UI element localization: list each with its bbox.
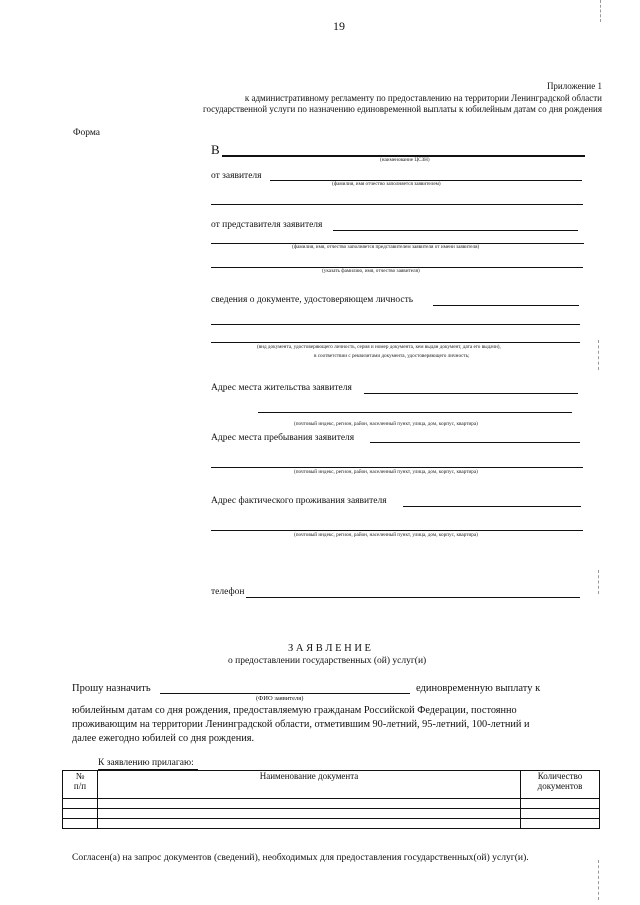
- request-suffix: единовременную выплату к: [416, 683, 541, 694]
- col-quantity-label-2: документов: [537, 781, 583, 791]
- stay-address-caption: (почтовый индекс, регион, район, населенный пункт, улица, дом, корпус, квартира): [294, 469, 478, 475]
- representative-caption-2: (указать фамилию, имя, отчество заявителя): [322, 268, 420, 274]
- attachments-table: [62, 770, 600, 829]
- from-representative-label: от представителя заявителя: [211, 220, 323, 230]
- col-number-label-2: п/п: [73, 781, 87, 791]
- stay-address-label: Адрес места пребывания заявителя: [211, 433, 355, 443]
- table-header-row: [63, 771, 600, 799]
- residence-address-line-2[interactable]: [258, 412, 572, 413]
- id-document-line[interactable]: [433, 305, 579, 306]
- actual-address-label: Адрес фактического проживания заявителя: [211, 496, 387, 506]
- residence-address-label: Адрес места жительства заявителя: [211, 383, 352, 393]
- statement-body-1: юбилейным датам со дня рождения, предоставляемую гражданам Российской Федерации, постоянно: [72, 705, 517, 716]
- appendix-line-2: государственной услуги по назначению единовременной выплаты к юбилейным датам со дня рождения: [202, 104, 602, 114]
- form-label: Форма: [73, 128, 101, 138]
- table-row[interactable]: [63, 799, 600, 809]
- fio-caption: (ФИО заявителя): [256, 695, 304, 702]
- col-quantity-header: [521, 771, 600, 799]
- from-applicant-label: от заявителя: [211, 171, 262, 181]
- scan-artifact: [598, 340, 599, 370]
- statement-title: З А Я В Л Е Н И Е: [288, 643, 371, 654]
- appendix-title: Приложение 1: [546, 81, 602, 91]
- representative-caption: (фамилия, имя, отчество заполняется представителем заявителя от имени заявителя): [292, 244, 480, 250]
- col-number-label-1: №: [75, 771, 85, 781]
- table-row[interactable]: [63, 819, 600, 829]
- statement-body-3: далее ежегодно юбилей со дня рождения.: [72, 733, 255, 744]
- actual-address-caption: (почтовый индекс, регион, район, населенный пункт, улица, дом, корпус, квартира): [294, 532, 478, 538]
- request-fio-line[interactable]: [160, 693, 410, 694]
- phone-label: телефон: [211, 587, 245, 597]
- from-applicant-caption: (фамилия, имя отчество заполняется заявителем): [332, 181, 441, 187]
- id-document-line-2[interactable]: [211, 324, 580, 325]
- consent-text: Согласен(а) на запрос документов (сведений), необходимых для предоставления государственных(ой) услуг(и).: [72, 852, 529, 863]
- from-applicant-line-2[interactable]: [211, 204, 583, 205]
- phone-line[interactable]: [246, 597, 580, 598]
- id-document-label: сведения о документе, удостоверяющем личность: [211, 295, 414, 305]
- request-prefix: Прошу назначить: [72, 683, 151, 694]
- scan-artifact: [598, 860, 599, 900]
- page-number: 19: [333, 19, 345, 33]
- to-prefix: В: [211, 142, 220, 157]
- table-row[interactable]: [63, 809, 600, 819]
- from-representative-line[interactable]: [333, 230, 578, 231]
- statement-body-2: проживающим на территории Ленинградской области, отметившим 90-летний, 95-летний, 100-летний и: [72, 719, 530, 730]
- id-document-line-3[interactable]: [211, 342, 580, 343]
- stay-address-line[interactable]: [370, 442, 580, 443]
- col-quantity-label-1: Количество: [537, 771, 583, 781]
- residence-address-line[interactable]: [364, 393, 578, 394]
- scan-artifact: [598, 570, 599, 594]
- statement-subtitle: о предоставлении государственных (ой) услуг(и): [228, 656, 427, 666]
- id-caption-1: (вид документа, удостоверяющего личность, серия и номер документа, кем выдан документ, дата его выдачи),: [257, 344, 501, 350]
- actual-address-line[interactable]: [403, 506, 581, 507]
- residence-address-caption: (почтовый индекс, регион, район, населенный пункт, улица, дом, корпус, квартира): [294, 421, 478, 427]
- id-caption-2: в соответствии с реквизитами документа, удостоверяющего личность;: [314, 353, 470, 359]
- scan-artifact: [600, 0, 601, 22]
- col-name-header: Наименование документа: [98, 771, 521, 799]
- appendix-line-1: к административному регламенту по предоставлению на территории Ленинградской области: [244, 93, 602, 103]
- attachments-label: К заявлению прилагаю:: [98, 758, 194, 768]
- col-number-header: [63, 771, 98, 799]
- stay-address-line-2[interactable]: [211, 467, 583, 468]
- actual-address-line-2[interactable]: [211, 530, 583, 531]
- to-caption: (наименование ЦСЗН): [380, 157, 430, 163]
